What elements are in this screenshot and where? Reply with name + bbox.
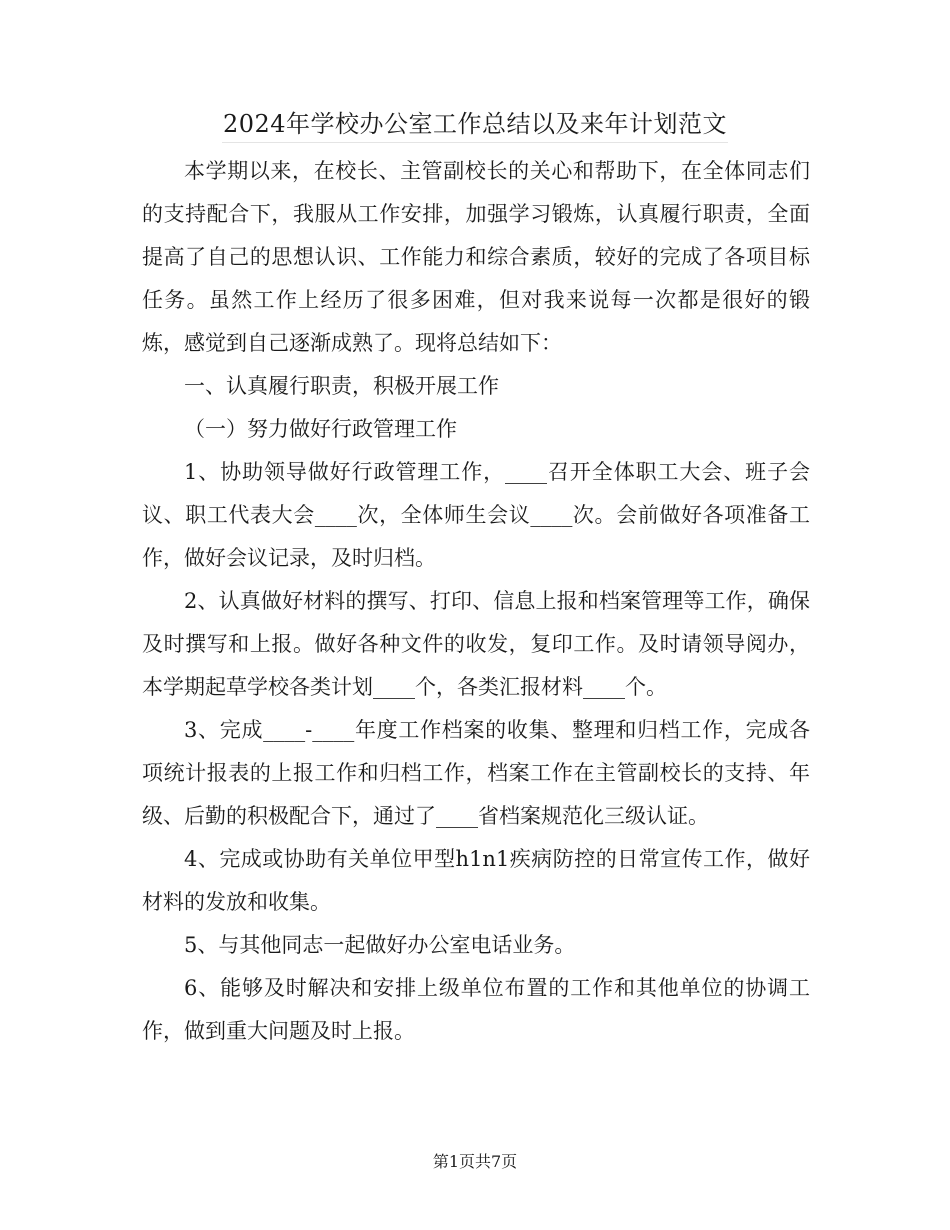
paragraph-item-3: 3、完成____-____年度工作档案的收集、整理和归档工作，完成各项统计报表的上报工作和归档工作，档案工作在主管副校长的支持、年级、后勤的积极配合下，通过了____省档案规范化三级认证。 <box>142 718 810 828</box>
section-heading-1: 一、认真履行职责，积极开展工作 <box>184 374 499 398</box>
document-body <box>142 150 810 1053</box>
paragraph-intro: 本学期以来，在校长、主管副校长的关心和帮助下，在全体同志们的支持配合下，我服从工作安排，加强学习锻炼，认真履行职责，全面提高了自己的思想认识、工作能力和综合素质，较好的完成了各项目标任务。虽然工作上经历了很多困难，但对我来说每一次都是很好的锻炼，感觉到自己逐渐成熟了。现将总结如下： <box>142 159 810 355</box>
paragraph-item-6: 6、能够及时解决和安排上级单位布置的工作和其他单位的协调工作，做到重大问题及时上报。 <box>142 976 810 1043</box>
paragraph-item-2: 2、认真做好材料的撰写、打印、信息上报和档案管理等工作，确保及时撰写和上报。做好各种文件的收发，复印工作。及时请领导阅办，本学期起草学校各类计划____个，各类汇报材料____个。 <box>142 589 810 699</box>
paragraph-item-5: 5、与其他同志一起做好办公室电话业务。 <box>184 933 576 957</box>
document-title: 2024年学校办公室工作总结以及来年计划范文 <box>222 110 728 138</box>
paragraph-item-1: 1、协助领导做好行政管理工作，____召开全体职工大会、班子会议、职工代表大会____次，全体师生会议____次。会前做好各项准备工作，做好会议记录，及时归档。 <box>142 460 810 570</box>
paragraph-item-4: 4、完成或协助有关单位甲型h1n1疾病防控的日常宣传工作，做好材料的发放和收集。 <box>142 847 810 914</box>
title-divider <box>222 142 728 143</box>
subsection-heading-1: （一）努力做好行政管理工作 <box>184 417 457 441</box>
page-number-footer: 第1页共7页 <box>432 1152 518 1171</box>
